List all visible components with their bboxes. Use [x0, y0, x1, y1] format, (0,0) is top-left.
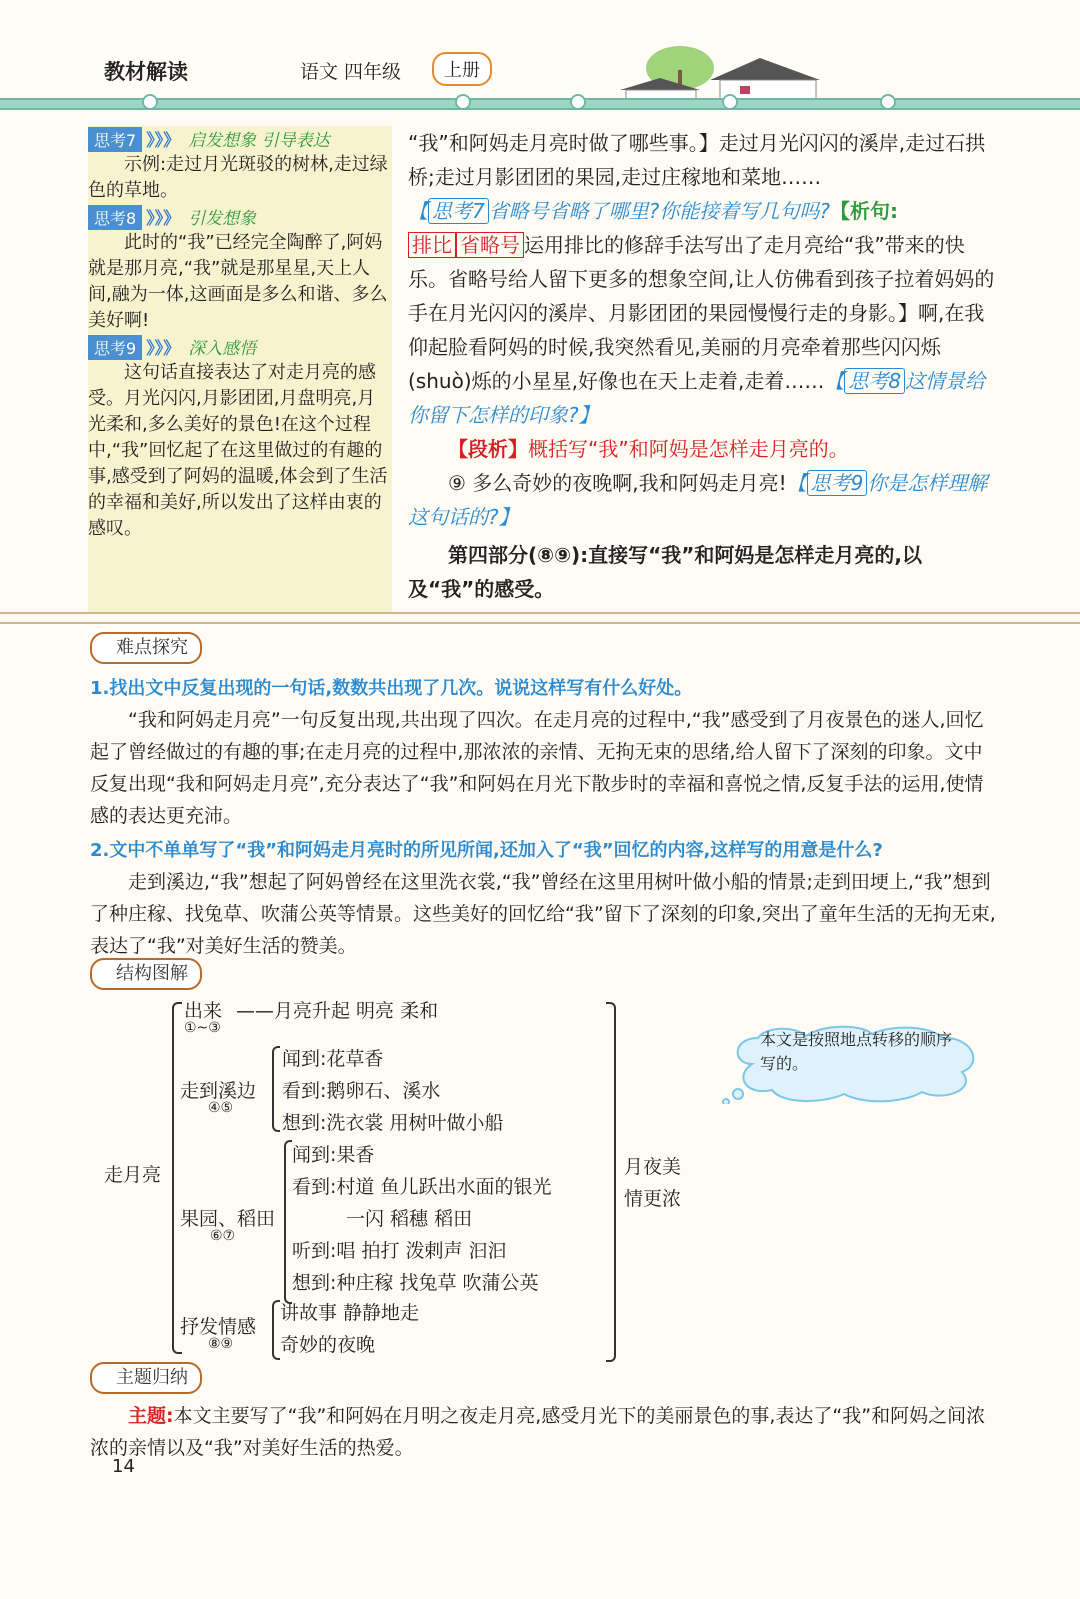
node-detail: 听到:唱 拍打 泼剌声 汩汩	[292, 1240, 507, 1262]
arrows-icon: 》》》	[146, 209, 181, 229]
answer-1: “我和阿妈走月亮”一句反复出现,共出现了四次。在走月亮的过程中,“我”感受到了月夜景色的迷人,回忆起了曾经做过的有趣的事;在走月亮的过程中,那浓浓的亲情、无拘无束的思绪,给人留下了深刻的印象。文中反复出现“我和阿妈走月亮”,充分表达了“我”和阿妈在月光下散步时的幸福和喜悦之情,反复手法的运用,使情感的表达更充沛。	[90, 709, 984, 827]
think9-ref: 思考9	[807, 470, 868, 496]
think8-question: 这情景给你留下怎样的印象?】	[408, 369, 986, 427]
tag-shenglue: 省略号	[456, 232, 524, 258]
header-dot	[880, 94, 896, 110]
think8-label: 引发想象	[188, 209, 257, 229]
think8-ref: 思考8	[844, 368, 905, 394]
node-creek: 走到溪边	[180, 1080, 257, 1102]
header-title: 教材解读	[104, 60, 188, 84]
think8-body: 此时的“我”已经完全陶醉了,阿妈就是那月亮,“我”就是那星星,天上人间,融为一体,这画面是多么和谐、多么美好啊!	[88, 232, 388, 331]
node-detail: 看到:鹅卵石、溪水	[282, 1080, 441, 1102]
difficulty-heading: 难点探究	[90, 632, 202, 664]
node-orchard: 果园、稻田	[180, 1208, 276, 1230]
theme-body: 本文主要写了“我”和阿妈在月明之夜走月亮,感受月光下的美丽景色的事,表达了“我”和阿妈之间浓浓的亲情以及“我”对美好生活的热爱。	[90, 1405, 986, 1459]
node-come-out: 出来	[184, 1000, 223, 1022]
page-header	[0, 0, 1080, 108]
question-1: 1.找出文中反复出现的一句话,数数共出现了几次。说说这样写有什么好处。	[90, 678, 693, 699]
node-emotion: 抒发情感	[180, 1316, 257, 1338]
section-divider	[0, 612, 1080, 624]
arrows-icon: 》》》	[146, 131, 181, 151]
header-dot	[142, 94, 158, 110]
think9-body: 这句话直接表达了对走月亮的感受。月光闪闪,月影团团,月盘明亮,月光柔和,多么美好的景色!在这个过程中,“我”回忆起了在这里做过的有趣的事,感受到了阿妈的温暖,体会到了生活的幸福和美好,所以发出了这样由衷的感叹。	[88, 362, 388, 539]
cloud-text: 本文是按照地点转移的顺序写的。	[760, 1030, 953, 1073]
summary-line-2: 情更浓	[624, 1188, 682, 1210]
brace	[272, 1046, 280, 1132]
section-analysis: 概括写“我”和阿妈是怎样走月亮的。	[528, 437, 849, 461]
node-detail: ——月亮升起 明亮 柔和	[236, 1000, 439, 1022]
theme-heading: 主题归纳	[90, 1362, 202, 1394]
node-paras: ⑧⑨	[208, 1336, 234, 1352]
think9-question: 你是怎样理解这句话的?】	[408, 471, 988, 529]
arrows-icon: 》》》	[146, 339, 181, 359]
node-detail: 讲故事 静静地走	[280, 1302, 420, 1324]
structure-heading: 结构图解	[90, 958, 202, 990]
para-text: 多么奇妙的夜晚啊,我和阿妈走月亮!	[472, 471, 787, 495]
header-dot	[570, 94, 586, 110]
tag-paibi: 排比	[408, 232, 456, 258]
think8-tag: 思考8	[88, 205, 142, 230]
para-text: “我”和阿妈走月亮时做了哪些事。】走过月光闪闪的溪岸,走过石拱桥;走过月影团团的果园,走过庄稼地和菜地……	[408, 131, 986, 189]
node-detail: 闻到:花草香	[282, 1048, 384, 1070]
think7-label: 启发想象 引导表达	[188, 131, 330, 151]
node-detail: 想到:洗衣裳 用树叶做小船	[282, 1112, 504, 1134]
node-detail: 奇妙的夜晚	[280, 1334, 376, 1356]
think9-tag: 思考9	[88, 335, 142, 360]
question-2: 2.文中不单单写了“我”和阿妈走月亮时的所见所闻,还加入了“我”回忆的内容,这样写的用意是什么?	[90, 840, 883, 861]
page-number: 14	[112, 1456, 135, 1477]
house-illustration	[620, 40, 840, 102]
brace	[272, 1300, 280, 1360]
brace	[172, 1002, 182, 1354]
think7-ref: 思考7	[428, 198, 489, 224]
para-text: 运用排比的修辞手法写出了走月亮给“我”带来的快乐。省略号给人留下更多的想象空间,让人仿佛看到孩子拉着妈妈的手在月光闪闪的溪岸、月影团团的果园慢慢行走的身影。】啊,在我仰起脸看阿妈的时候,我突然看见,美丽的月亮牵着那些闪闪烁(shuò)烁的小星星,好像也在天上走着,走着……	[408, 233, 995, 393]
brace	[606, 1002, 616, 1362]
header-volume-badge: 上册	[432, 52, 492, 86]
node-detail: 一闪 稻穗 稻田	[346, 1208, 473, 1230]
think9-label: 深入感悟	[188, 339, 257, 359]
header-dot	[455, 94, 471, 110]
header-dot	[722, 94, 738, 110]
node-paras: ①~③	[184, 1020, 221, 1036]
brace	[284, 1140, 292, 1304]
answer-2: 走到溪边,“我”想起了阿妈曾经在这里洗衣裳,“我”曾经在这里用树叶做小船的情景;走到田埂上,“我”想到了种庄稼、找兔草、吹蒲公英等情景。这些美好的回忆给“我”留下了深刻的印象,突出了童年生活的无拘无束,表达了“我”对美好生活的赞美。	[90, 871, 996, 957]
node-detail: 闻到:果香	[292, 1144, 375, 1166]
node-paras: ⑥⑦	[210, 1228, 236, 1244]
tree-root: 走月亮	[104, 1164, 162, 1186]
theme-text	[90, 1400, 1000, 1464]
node-detail: 看到:村道 鱼儿跃出水面的银光	[292, 1176, 552, 1198]
node-detail: 想到:种庄稼 找兔草 吹蒲公英	[292, 1272, 539, 1294]
summary-line-1: 月夜美	[624, 1156, 682, 1178]
think7-question: 省略号省略了哪里?你能接着写几句吗?	[488, 199, 830, 223]
node-paras: ④⑤	[208, 1100, 234, 1116]
think7-tag: 思考7	[88, 127, 142, 152]
think-sidebar	[88, 126, 392, 614]
section-analysis-label: 【段析】	[448, 437, 528, 461]
part4-summary: 第四部分(⑧⑨):直接写“我”和阿妈是怎样走月亮的,以及“我”的感受。	[408, 543, 923, 601]
think7-body: 示例:走过月光斑驳的树林,走过绿色的草地。	[88, 154, 388, 201]
analysis-label: 【析句:	[829, 199, 898, 223]
main-text: “我”和阿妈走月亮时做了哪些事。】走过月光闪闪的溪岸,走过石拱桥;走过月影团团的果园,走过庄稼地和菜地…… 【 思考7 省略号省略了哪里?你能接着写几句吗?【析句: 排比 省略号 运用排比的修辞手法写出了走月亮给“我”带来的快乐。省略号给人留下更多的想象空间,让人仿佛看到孩子拉着妈妈的手在月光闪闪的溪岸、月影团团的果园慢慢行走的身影。】啊,在我仰起脸看阿妈的时候,我突然看见,美丽的月亮牵着那些闪闪烁(shuò)烁的小星星,好像也在天上走着,走着……【 思考8 这情景给你留下怎样的印象?】 【段析】概括写“我”和阿妈是怎样走月亮的。 ⑨ 多么奇妙的夜晚啊,我和阿妈走月亮!【 思考9 你是怎样理解这句话的?】 第四部分(⑧⑨):直接写“我”和阿妈是怎样走月亮的,以及“我”的感受。	[408, 126, 1000, 606]
header-rule	[0, 98, 1080, 110]
para-number: ⑨	[448, 471, 466, 495]
theme-label: 主题:	[128, 1405, 174, 1427]
header-subject: 语文 四年级	[300, 61, 402, 83]
